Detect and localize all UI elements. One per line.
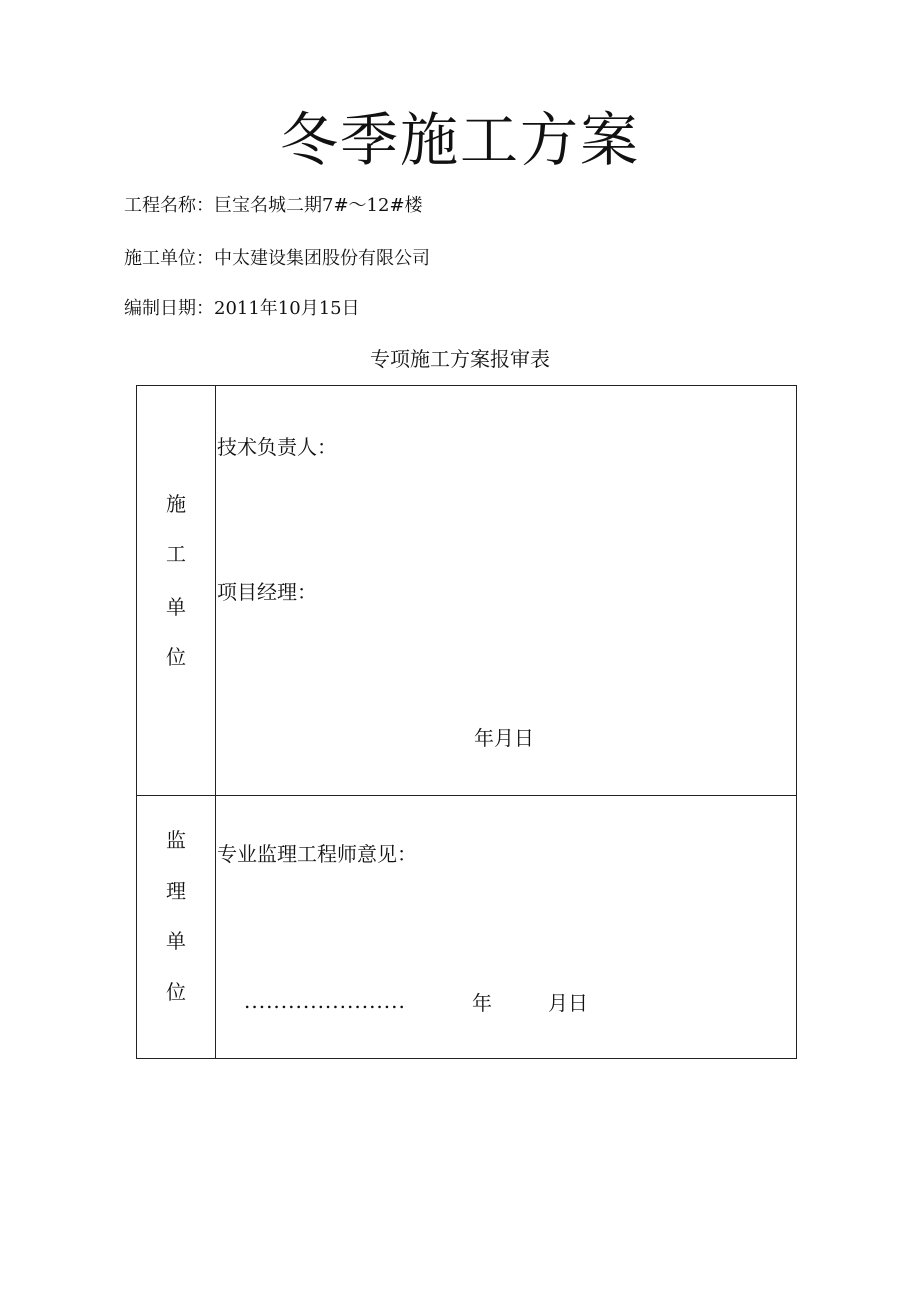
supervision-unit-side-char: 单	[166, 929, 186, 953]
supervision-unit-side-char: 监	[166, 828, 186, 852]
review-table	[136, 385, 797, 1059]
compile-date-line	[124, 297, 360, 321]
column-divider	[215, 386, 216, 1058]
supervision-unit-side-char: 理	[166, 879, 186, 903]
supervision-unit-side-char: 位	[166, 980, 186, 1004]
document-title: 冬季施工方案	[279, 106, 640, 174]
contractor-line	[124, 247, 430, 271]
construction-unit-side-char: 单	[166, 595, 186, 619]
construction-unit-side-char: 工	[166, 542, 186, 566]
project-name-value: 巨宝名城二期7#～12#楼	[214, 195, 423, 216]
compile-date-label: 编制日期：	[124, 298, 214, 319]
construction-unit-side-char: 位	[166, 645, 186, 669]
compile-date-value: 2011年10月15日	[214, 298, 360, 319]
tech-lead-label: 技术负责人：	[217, 435, 337, 459]
project-manager-label: 项目经理：	[217, 580, 317, 604]
row-divider	[137, 795, 796, 796]
construction-unit-side-char: 施	[166, 492, 186, 516]
contractor-label: 施工单位：	[124, 248, 214, 269]
project-name-line	[124, 194, 423, 218]
project-name-label: 工程名称：	[124, 195, 214, 216]
signature-dots: ......................	[244, 989, 406, 1013]
supervision-year-text: 年	[472, 991, 492, 1015]
supervision-month-day-text: 月日	[548, 991, 588, 1015]
supervisor-opinion-label: 专业监理工程师意见：	[217, 842, 417, 866]
review-table-title: 专项施工方案报审表	[370, 347, 550, 371]
contractor-value: 中太建设集团股份有限公司	[214, 248, 430, 269]
construction-date-text: 年月日	[474, 726, 534, 750]
